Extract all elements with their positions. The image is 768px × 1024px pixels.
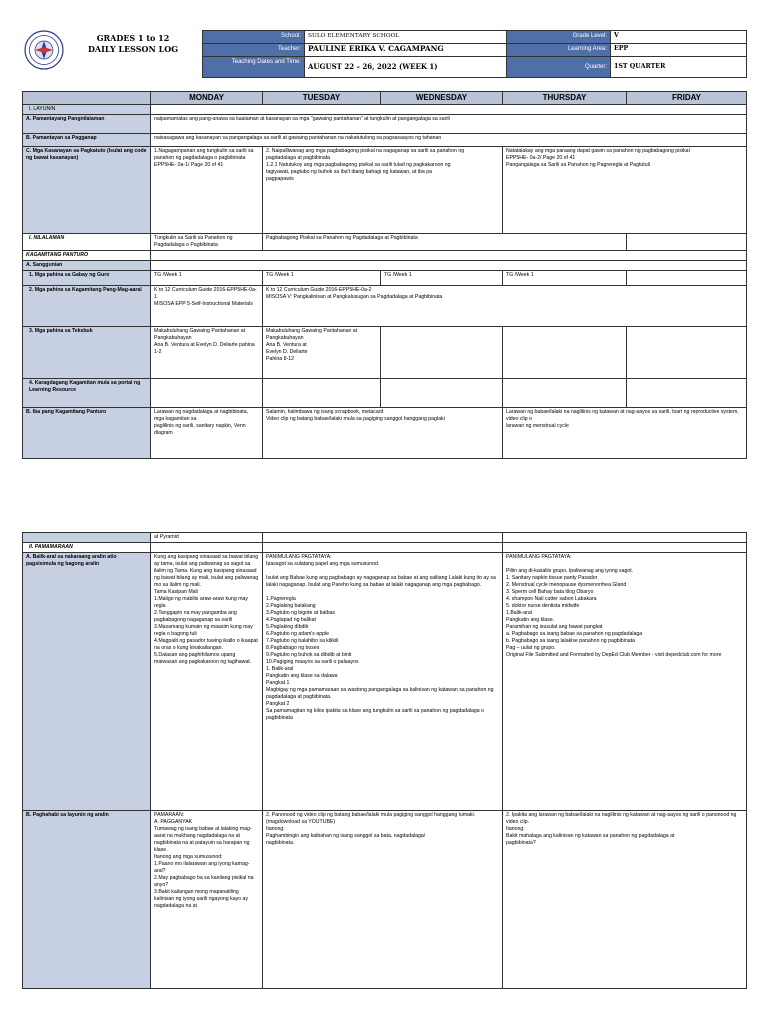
school-value: SULO ELEMENTARY SCHOOL [305,31,507,44]
gabay-wednesday: TG /Week 1 [381,271,503,286]
karagdagang-tuesday [263,379,381,408]
teksbuk-wednesday [381,327,503,379]
continued-blank-2 [263,533,503,543]
paghahabi-thursday: 2. Ipakita ang larawan ng babae/lalaki na naglilinis ng katawan at nag-aayos ng sarili o panonood ng video clip. Itanong: Bakit mahalaga ang kalinisan ng katawan sa panahon ng pagdadalaga at pagbibinata? [503,811,747,989]
teacher-value: PAULINE ERIKA V. CAGAMPANG [305,44,507,57]
deped-seal-icon [24,30,64,70]
paghahabi-monday: PAMARAAN: A. PAGGANYAK Tumawag ng isang babae at lalaking mag-aaral na mukhang nagdadalaga na at nagbibinata na at patayuin sa harapan ng klase. Itanong ang mga sumusunod: 1.Paano mo ilalarawan ang iyong kamag-aral? 2.May pagbabago ba sa kanilang pisikal na anyo? 3.Bakit kailangan mong mapanatiling kalinisan ng iyong sarili ngayong kayo ay nagdadalaga na at [151,811,263,989]
nilalaman-monday: Tungkulin sa Sarili sa Panahon ng Pagdadalaga o Pagbibinata [151,234,263,251]
title-dll: DAILY LESSON LOG [87,44,179,54]
karagdagang-wednesday [381,379,503,408]
iba-pang-kagamitan-label: B. Iba pang Kagamitang Panturo [23,408,151,459]
pamamaraan-blank-3 [503,543,747,553]
gabay-friday [627,271,747,286]
grade-value: V [611,31,747,44]
pamantayan-pagganap-label: B. Pamantayan sa Pagganap [23,134,151,147]
continued-blank-3 [503,533,747,543]
balik-aral-label: A. Balik-aral sa nakaraang aralin at/o pagsisimula ng bagong aralin [23,553,151,811]
day-wednesday: WEDNESDAY [381,92,503,105]
karagdagang-thursday [503,379,627,408]
kagamitang-mag-aaral-label: 2. Mga pahina sa Kagamitang Pang-Mag-aaral [23,286,151,327]
blank-header [23,92,151,105]
area-label: Learning Area: [507,44,611,57]
pamamaraan-blank-2 [263,543,503,553]
sanggunian-blank [151,261,747,271]
day-thursday: THURSDAY [503,92,627,105]
continued-blank [23,533,151,543]
gabay-guro-label: 1. Mga pahina sa Gabay ng Guro [23,271,151,286]
gabay-monday: TG /Week 1 [151,271,263,286]
nilalaman-label: I. NILALAMAN [23,234,151,251]
teksbuk-label: 3. Mga pahina sa Teksbuk [23,327,151,379]
karagdagang-monday [151,379,263,408]
karagdagang-kagamitan-label: 4. Karagdagang Kagamitan mula sa portal ng Learning Resource [23,379,151,408]
paghahabi-tuesday: 2. Panonood ng video clip ng batang babae/lalaki mula pagiging sanggol hanggang lumaki. (magdownload sa YOUTUBE) Itanong: Paghambingin ang kaibahan ng isang sanggol sa bata, nagdadalaga/ nagbibinata. [263,811,503,989]
school-label: School: [203,31,305,44]
balik-aral-monday: Kung ang kasipang sinasaad sa bawat bilang ay tama, isulat ang paliwanag sa sagot sa ilalim ng Tama. Kung ang kasipang sinasaad ng bawat bilang ay mali, isulat ang paliwanag mo sa ilalim ng mali. Tama Kasipan Mali 1.Maligo ng mabilis araw-araw kung may regla 2.Tanggapin na may pangamba ang pagbabagong nagaganap sa sarili 3.Masamang kumain ng maasim kung may regla o bagong tuli 4.Magpalit ng pasador tuwing ikatlo o ikaapat na oras o kung kinakailangan. 5.Daiasan ang paghihilamos upang maiwasan ang pagkakaroon ng tagihawat. [151,553,263,811]
quarter-value: 1ST QUARTER [611,57,747,78]
iba-pang-tuesday: Salamin, halimbawa ng isang scrapbook, metacard Video clip ng batang babae/lalaki mula sa pagiging sanggol hanggang paglaki [263,408,503,459]
day-header-row [23,92,747,105]
kagamitang-monday: K to 12 Curriculum Guide 2016-EPP5HE-0a-1 MISOSA EPP 5-Self-Instructional Materials [151,286,263,327]
lesson-table-2 [22,532,747,989]
lesson-table-1 [22,91,747,459]
teksbuk-tuesday: Makabuluhang Gawaing Pantahanan at Pangkabuhayan Ana B. Ventura at Evelyn D. Deliarte Pahina 8-12 [263,327,381,379]
balik-aral-tuesday: PANIMULANG PAGTATAYA: Ipasagot sa sulatang papel ang mga sumusunod. Isulat ang Babae kung ang pagbabago ay nagaganap sa babae at ang salitang Lalaki kung ito ay sa lalaki nagaganap. Isulat ang Pareho kung sa babae at lalaki nagaganap ang mga pagbabago. 1.Pagreregla 2.Paglaking balakang 3.Pagtubo ng bigote at balbas 4.Paglapad ng balikat 5.Paglaking dibdib 6.Pagtubo ng adam's apple 7.Pagtubo ng balahibo sa kilikili 8.Pagbabago ng boses 9.Pagtubo ng buhok sa dibdib at binti 10.Pagiging maayos sa sarili o palaayos 1. Balik-aral Pangkatin ang klase sa dalawa Pangkat 1 Magbigay ng mga pamamaraan sa wastong pangangalaga sa kalinisan ng katawan sa panahon ng pagdadalaga at pagbibinata. Pangkat 2 Sa pamamagitan ng kilos ipakita sa klase ang tungkulin sa sarili sa panahon ng pagdadalaga o pagbibinata [263,553,503,811]
layunin-heading: I. LAYUNIN [23,105,151,115]
kasanayan-tuesday: 2. Naipalliwanag ang mga pagbabagong pisikal na nagaganap sa sarili sa panahon ng pagdadalaga at pagbibinata 1.2.1 Natutukoy ang mga pagbabagong pisikal sa sarili tulad ng pagkakaroon ng tagiyawat, pagtubo ng buhok sa iba't ibang bahagi ng katawan, at iba pa pagpapawis [263,147,503,234]
gabay-thursday: TG /Week 1 [503,271,627,286]
area-value: EPP [611,44,747,57]
kasanayan-label: C. Mga Kasanayan sa Pagkatuto (Isulat ang code ng bawat kasanayan) [23,147,151,234]
iba-pang-thursday: Larawan ng babae/lalaki na naglilinis ng katawan at nag-aayos sa sarili, tsart ng reproductive system, video clip o larawan ng menstrual cycle [503,408,747,459]
balik-aral-thursday: PANIMULANG PAGTATAYA: Piliin ang di-kasaliis grupo. Ipaliwanag ang iyong sagot. 1. Sanitary napkin tissue panty Pasador 2. Menstrual cycle menopause dysmenorrhea Gland 3. Sperm cell Bahay bata itlog Obaryo 4. shampoo Nail cutter sabon Labakara 5. doktor nurse dentista midwife 1.Balik-aral Pangkatin ang klase. Paramihan ng isusulat ang bawat pangkat a. Pagbabago sa isang babae sa panahon ng pagdadalaga b. Pagbabago sa isang lalakise panahon ng pagbibinata Pag – uulat ng grupo. Original File Submitted and Formatted by DepEd Club Member - visit depedclub.com for more [503,553,747,811]
dates-label: Teaching Dates and Time: [203,57,305,78]
kasanayan-monday: 1.Nagagampanan ang tungkulin sa sarili sa panahon ng pagdadalaga o pagbibinata EPP5HE- 0a-1/ Page 20 of 41 [151,147,263,234]
lesson-log-page-1 [0,0,768,487]
dates-value: AUGUST 22 – 26, 2022 (WEEK 1) [305,57,507,78]
title-grades: GRADES 1 to 12 [96,33,170,43]
karagdagang-friday [627,379,747,408]
day-monday: MONDAY [151,92,263,105]
day-friday: FRIDAY [627,92,747,105]
paghahabi-label: B. Paghahabi sa layunin ng aralin [23,811,151,989]
kagamitang-blank [151,251,747,261]
pamantayan-pagganap-text: naisasagawa ang kasanayan sa pangangalaga sa sarili at gawaing pantahanan na nakatutulong sa pagsasaayos ng tahanan [151,134,747,147]
log-title [68,33,198,55]
quarter-label: Quarter: [507,57,611,78]
gabay-tuesday: TG /Week 1 [263,271,381,286]
kagamitang-panturo-label: KAGAMITANG PANTURO [23,251,151,261]
layunin-blank [151,105,747,115]
lesson-log-page-2 [0,487,768,1024]
kasanayan-thursday: Natatalakay ang mga paraang dapat gawin sa panahon ng pagbabagong pisikal EPP5HE- 0a-2/ Page 20 of 41 Pangangalaga sa Sarili sa Panahon ng Pagreregla at Pagtutuli [503,147,747,234]
pamamaraan-heading: II. PAMAMARAAN [23,543,151,553]
pamantayang-pangnilalaman-label: A. Pamantayang Pangnilalaman [23,115,151,134]
iba-pang-monday: Larawan ng nagdadalaga at nagbibinata, mga kagamitan sa paglilinis ng sarili, sanitary napkin, Venn diagram [151,408,263,459]
teksbuk-monday: Makabuluhang Gawaing Pantahanan at Pangkabuhayan Ana B. Ventura at Evelyn D. Deliarte pahina 1-2 [151,327,263,379]
kagamitang-tuesday: K to 12 Curriculum Guide 2016-EPP5HE-0a-2 MISOSA V: Pangkalinisan at Pangkalusugan sa Pagdadalaga at Pagbibinata [263,286,747,327]
pamamaraan-blank-1 [151,543,263,553]
nilalaman-tuesday: Pagbabagong Pisikal sa Panahon ng Pagdadalaga at Pagbibinata [263,234,627,251]
teksbuk-friday [627,327,747,379]
nilalaman-friday [627,234,747,251]
pamantayang-pangnilalaman-text: naipamamalas ang pang-unawa sa kaalaman at kasanayan sa mga "gawaing pantahanan" at tungkulin at pangangalaga sa sarili [151,115,747,134]
grade-label: Grade Level: [507,31,611,44]
sanggunian-label: A. Sanggunian [23,261,151,271]
day-tuesday: TUESDAY [263,92,381,105]
teacher-label: Teacher: [203,44,305,57]
teksbuk-thursday [503,327,627,379]
header-info-table [202,30,747,78]
continued-text: at Pyramid [151,533,263,543]
